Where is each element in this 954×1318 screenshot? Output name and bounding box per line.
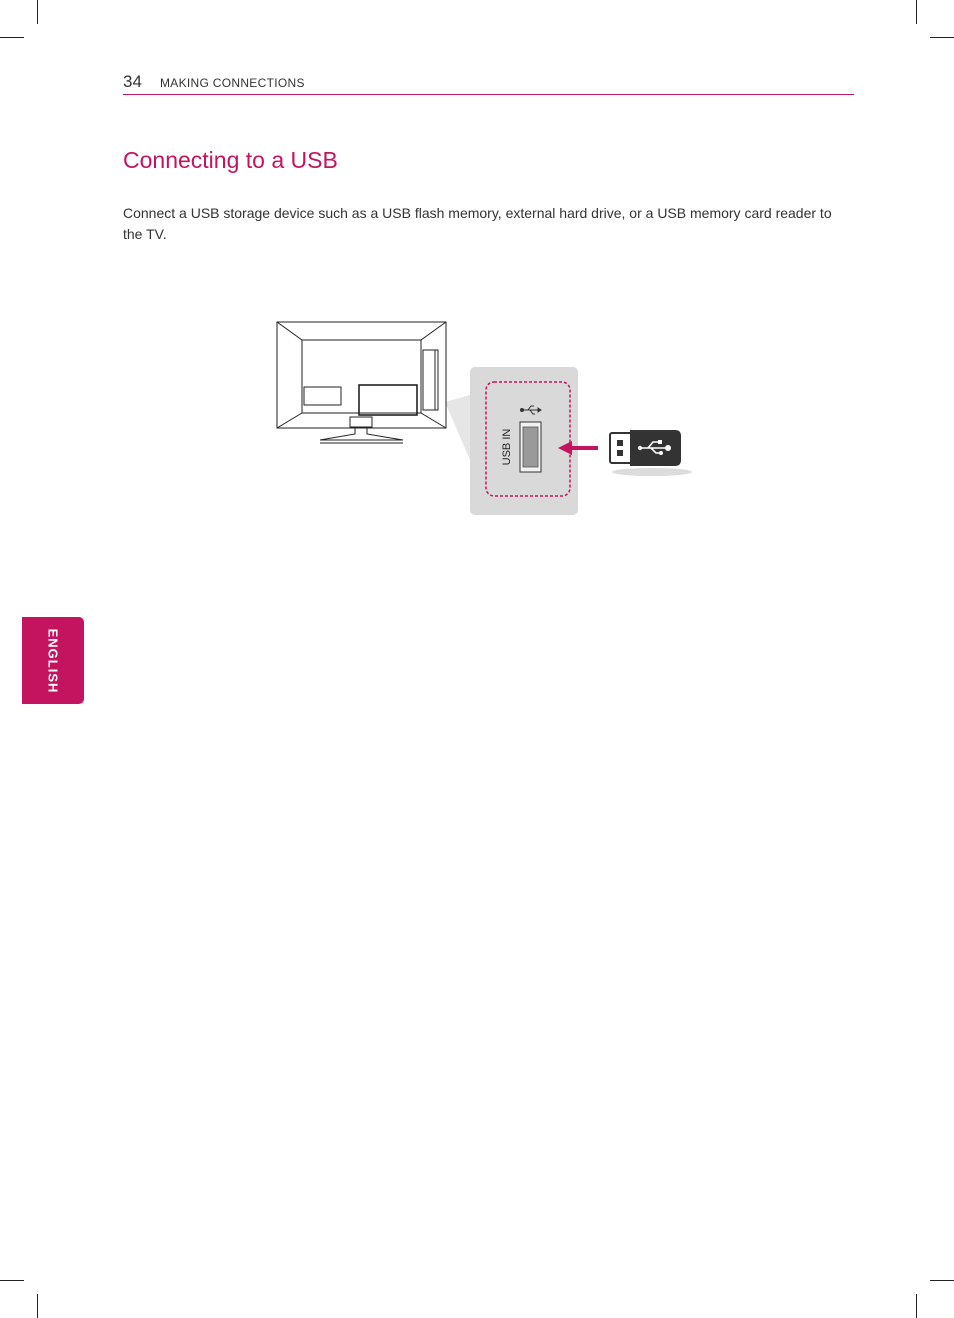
tv-back-illustration	[277, 322, 446, 443]
usb-connection-diagram	[260, 310, 710, 530]
crop-mark	[916, 1294, 917, 1318]
page-title: Connecting to a USB	[123, 147, 338, 173]
crop-mark	[930, 37, 954, 38]
page-number: 34	[123, 72, 142, 91]
section-name: MAKING CONNECTIONS	[160, 76, 305, 90]
usb-drive-icon	[610, 430, 692, 476]
crop-mark	[0, 37, 24, 38]
page-header	[123, 70, 854, 95]
callout-connector	[445, 395, 470, 460]
language-tab-label: ENGLISH	[45, 628, 61, 694]
intro-paragraph: Connect a USB storage device such as a USB flash memory, external hard drive, or a USB memory card reader to the TV.	[123, 205, 832, 242]
port-label: USB IN	[501, 428, 513, 466]
crop-mark	[37, 1294, 38, 1318]
language-tab	[22, 617, 84, 704]
crop-mark	[37, 0, 38, 24]
crop-mark	[930, 1280, 954, 1281]
crop-mark	[916, 0, 917, 24]
usb-connection-figure	[260, 310, 710, 530]
crop-mark	[0, 1280, 24, 1281]
